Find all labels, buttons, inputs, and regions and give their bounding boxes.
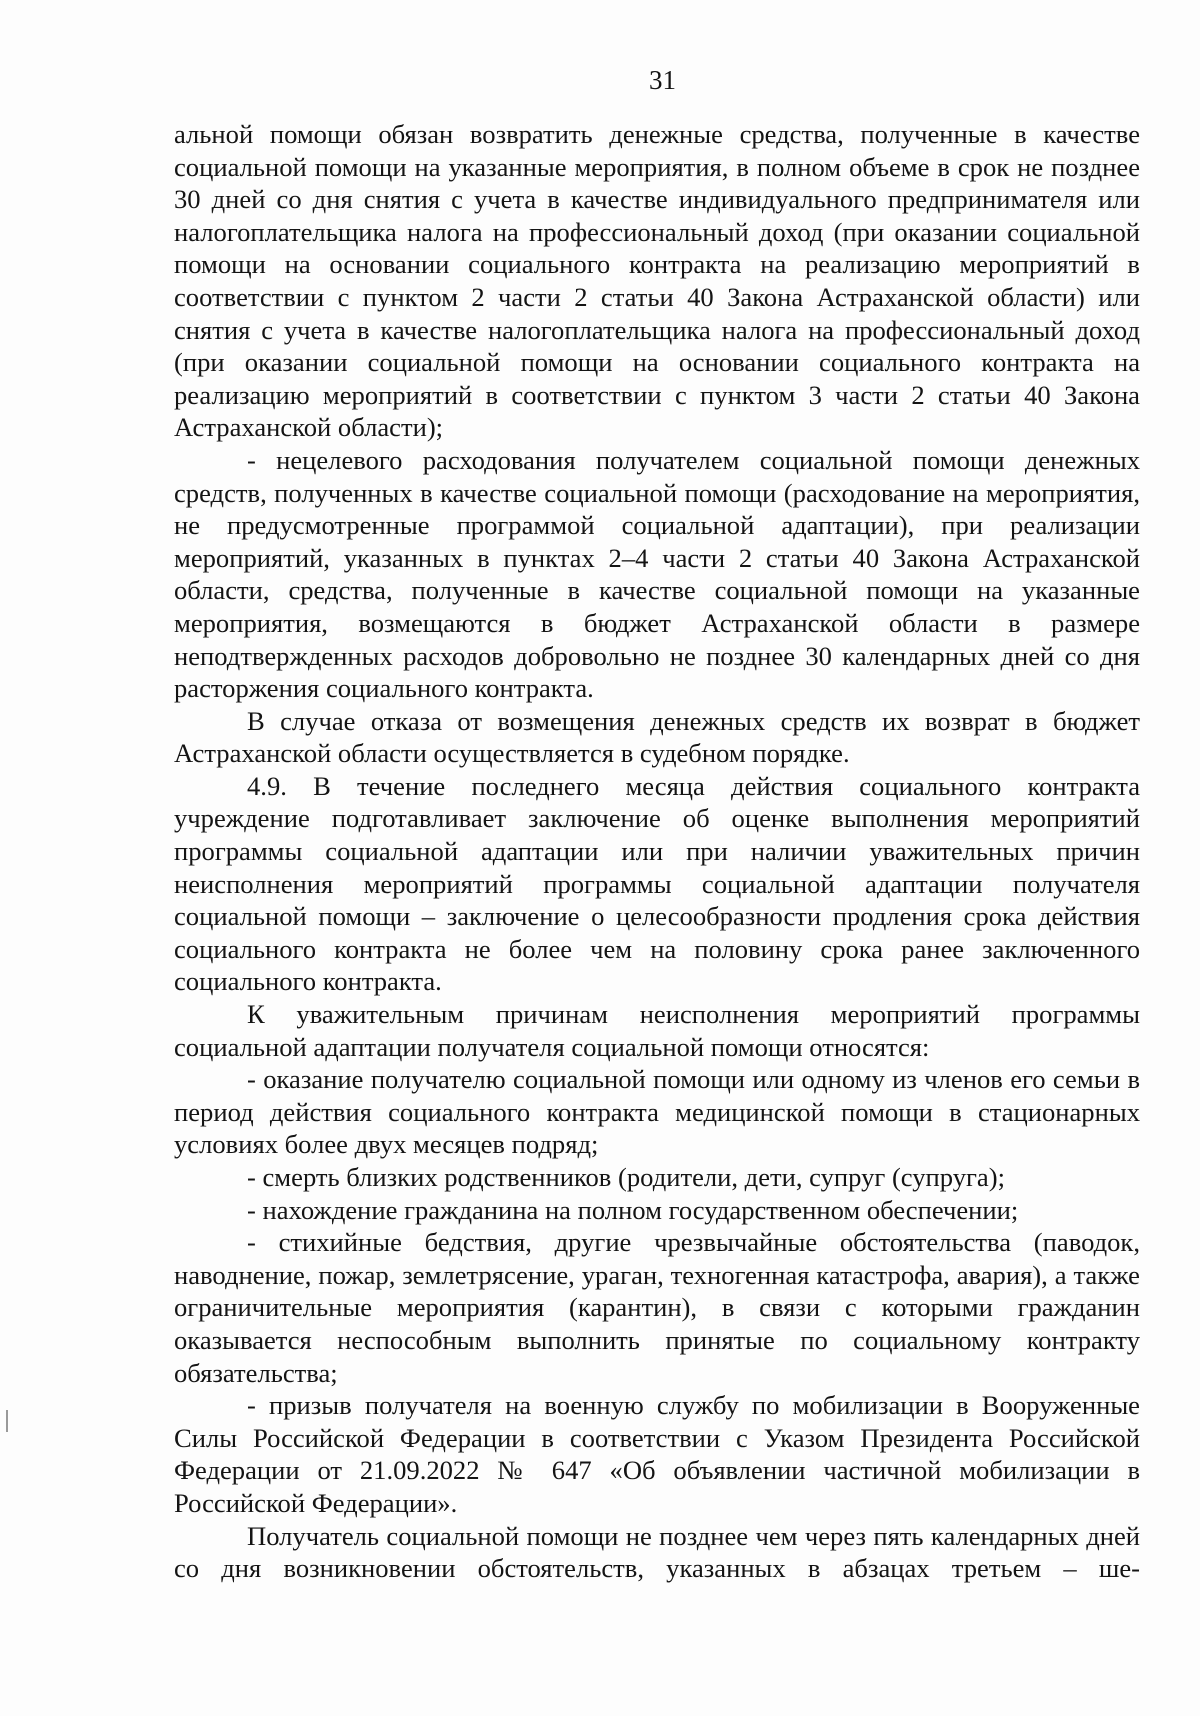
page-number: 31 — [649, 65, 676, 95]
list-item-relative-death: - смерть близких родственников (родители, дети, супруг (супруга); — [247, 1162, 1005, 1192]
list-item-hospital-care: - оказание получателю социальной помощи или одному из членов его семьи в период действия социального контракта медицинской помощи в стационарных условиях более двух месяцев подряд; — [174, 1064, 1140, 1160]
scan-edge-mark — [6, 1410, 8, 1432]
paragraph-misuse-of-funds: - нецелевого расходования получателем социальной помощи денежных средств, полученных в качестве социальной помощи (расходование на мероприятия, не предусмотренные программой социальной адаптации), при реализации мероприятий, указанных в пунктах 2–4 части 2 статьи 40 Закона Астраханской области, средства, полученные в качестве социальной помощи на указанные мероприятия, возмещаются в бюджет Астраханской области в размере неподтвержденных расходов добровольно не позднее 30 календарных дней со дня расторжения социального контракта. — [174, 444, 1140, 704]
paragraph-section-4-9: 4.9. В течение последнего месяца действия социального контракта учреждение подготавливает заключение об оценке выполнения мероприятий программы социальной адаптации или при наличии уважительных причин неисполнения мероприятий программы социальной адаптации получателя социальной помощи – заключение о целесообразности продления срока действия социального контракта не более чем на половину срока ранее заключенного социального контракта. — [174, 770, 1140, 997]
document-body — [174, 118, 1140, 1585]
paragraph-notification-deadline: Получатель социальной помощи не позднее чем через пять календарных дней со дня возникновении обстоятельств, указанных в абзацах третьем – ше- — [174, 1520, 1140, 1584]
paragraph-court-recovery: В случае отказа от возмещения денежных средств их возврат в бюджет Астраханской области осуществляется в судебном порядке. — [174, 705, 1140, 769]
list-item-natural-disasters: - стихийные бедствия, другие чрезвычайные обстоятельства (паводок, наводнение, пожар, землетрясение, ураган, техногенная катастрофа, авария), а также ограничительные мероприятия (карантин), в связи с которыми гражданин оказывается неспособным выполнить принятые по социальному контракту обязательства; — [174, 1227, 1140, 1388]
list-item-mobilization: - призыв получателя на военную службу по мобилизации в Вооруженные Силы Российской Федерации в соответствии с Указом Президента Российской Федерации от 21.09.2022 № 647 «Об объявлении частичной мобилизации в Российской Федерации». — [174, 1390, 1140, 1518]
paragraph-refund-continuation: альной помощи обязан возвратить денежные средства, полученные в качестве социальной помощи на указанные мероприятия, в полном объеме в срок не позднее 30 дней со дня снятия с учета в качестве индивидуального предпринимателя или налогоплательщика налога на профессиональный доход (при оказании социальной помощи на основании социального контракта на реализацию мероприятий в соответствии с пунктом 2 части 2 статьи 40 Закона Астраханской области) или снятия с учета в качестве налогоплательщика налога на профессиональный доход (при оказании социальной помощи на основании социального контракта на реализацию мероприятий в соответствии с пунктом 3 части 2 статьи 40 Закона Астраханской области); — [174, 119, 1140, 443]
paragraph-valid-reasons-intro: К уважительным причинам неисполнения мероприятий программы социальной адаптации получателя социальной помощи относятся: — [174, 999, 1140, 1062]
list-item-state-support: - нахождение гражданина на полном государственном обеспечении; — [247, 1194, 1019, 1225]
